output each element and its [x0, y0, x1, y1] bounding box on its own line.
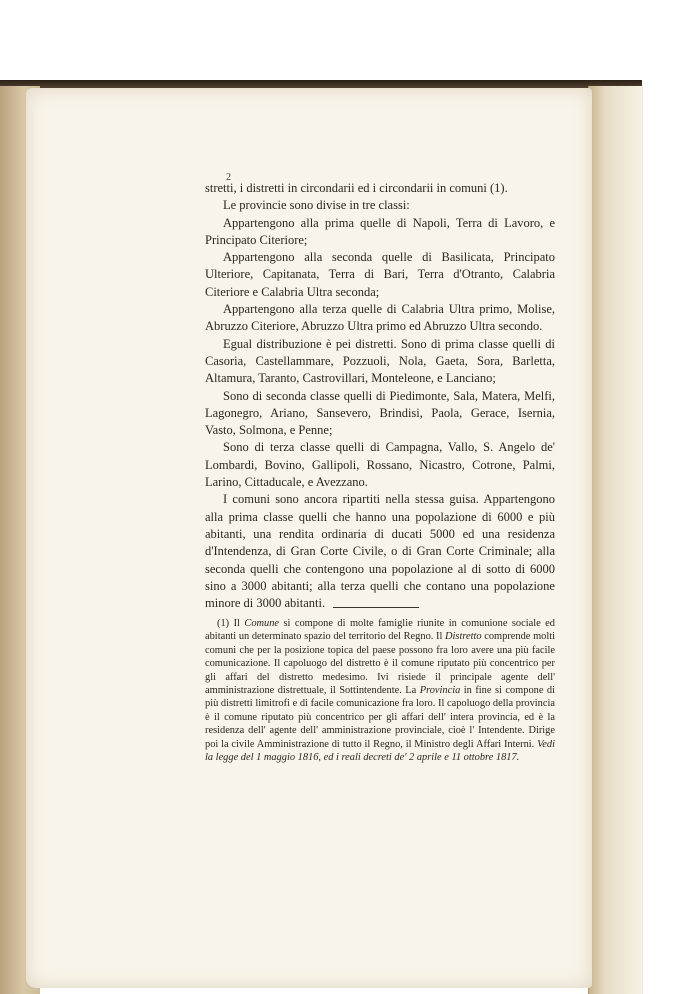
paragraph-3: Appartengono alla prima quelle di Napoli, Terra di Lavoro, e Principato Citeriore; — [205, 215, 555, 247]
footnote-text-4: in fine si compone di più distretti limitrofi e di facile comunicazione fra loro. Il capoluogo della provincia è il comune riputato più concentrico per gli affari dell' intera provincia, ed è la residenza dell' agente dell' amministrazione provinciale, cioè l' Intendente. Dirige poi la civile Amministrazione di tutto il Regno, il Ministro degli Affari Interni. — [205, 685, 555, 750]
page-number: 2 — [226, 172, 231, 183]
paragraph-7: Sono di seconda classe quelli di Piedimonte, Sala, Matera, Melfi, Lagonegro, Ariano, Sansevero, Brindisi, Paola, Gerace, Isernia, Vasto, Solmona, e Penne; — [205, 388, 555, 438]
paragraph-8: Sono di terza classe quelli di Campagna, Vallo, S. Angelo de' Lombardi, Bovino, Gallipoli, Rossano, Nicastro, Cotrone, Palmi, Larino, Cittaducale, e Avezzano. — [205, 440, 555, 490]
footnote — [205, 617, 555, 764]
paragraph-1: stretti, i distretti in circondarii ed i circondarii in comuni (1). — [205, 181, 508, 195]
paragraph-4: Appartengono alla seconda quelle di Basilicata, Principato Ulteriore, Capitanata, Terra di Bari, Terra d'Otranto, Calabria Citeriore e Calabria Ultra seconda; — [205, 250, 555, 299]
footnote-marker: (1) — [217, 618, 230, 629]
footnote-term-provincia: Provincia — [419, 685, 461, 697]
footnote-reference: Vedi la legge del 1 maggio 1816, ed i reali decreti de' 2 aprile e 11 ottobre 1817. — [205, 738, 555, 764]
footnote-term-distretto: Distretto — [445, 631, 482, 643]
main-text — [205, 180, 555, 612]
paragraph-6: Egual distribuzione è pei distretti. Sono di prima classe quelli di Casoria, Castellammare, Pozzuoli, Nola, Gaeta, Sora, Barletta, Altamura, Taranto, Castrovillari, Monteleone, e Lanciano; — [205, 336, 555, 386]
paragraph-9: I comuni sono ancora ripartiti nella stessa guisa. Appartengono alla prima classe quelli che hanno una popolazione di 6000 e più abitanti, una rendita ordinaria di ducati 5000 ed una residenza d'Intendenza, di Gran Corte Civile, o di Gran Corte Criminale; alla seconda quelli che contengono una popolazione al di sotto di 6000 sino a 3000 abitanti; alla terza quelli che contano una popolazione minore di 3000 abitanti. — [205, 492, 555, 611]
footnote-text-3: comprende molti comuni che per la posizione topica del paese possono fra loro avere una più facile comunicazione. Il capoluogo del distretto è il comune riputato più concentrico per gli affari del distretto medesimo. Ivi risiede il principale agente dell' amministrazione distrettuale, il Sottintendente. La — [205, 631, 556, 697]
paragraph-5: Appartengono alla terza quelle di Calabria Ultra primo, Molise, Abruzzo Citeriore, Abruzzo Ultra primo ed Abruzzo Ultra secondo. — [205, 302, 555, 334]
paragraph-2: Le provincie sono divise in tre classi: — [223, 198, 410, 213]
footnote-separator — [333, 607, 419, 608]
footnote-text-2: si compone di molte famiglie riunite in comunione sociale ed abitanti un determinato spazio del territorio del Regno. Il — [205, 618, 555, 643]
footnote-text-1: Il — [229, 618, 245, 629]
footnote-term-comune: Comune — [244, 618, 280, 629]
book-right-band — [612, 86, 642, 994]
